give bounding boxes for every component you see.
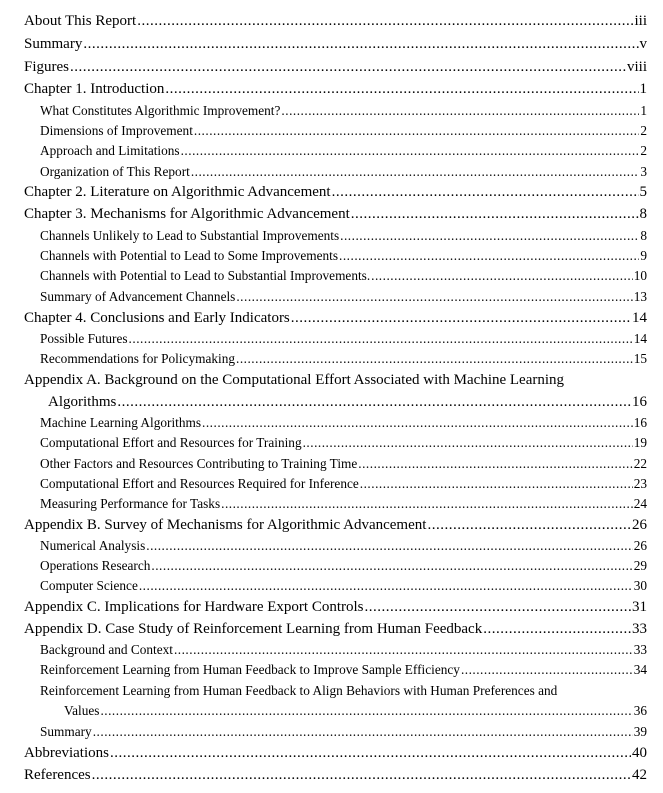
dot-leader	[339, 249, 639, 262]
toc-entry-background-context[interactable]	[40, 643, 647, 656]
toc-page-number: 9	[640, 248, 647, 263]
toc-title: Computational Effort and Resources Required for Inference	[40, 476, 359, 491]
toc-entry-about-this-report[interactable]	[24, 14, 647, 29]
toc-title: About This Report	[24, 13, 137, 29]
dot-leader	[110, 746, 631, 761]
toc-title: Machine Learning Algorithms	[40, 415, 202, 430]
toc-entry-appendix-a-line1[interactable]: Appendix A. Background on the Computational Effort Associated with Machine Learning	[24, 372, 565, 388]
dot-leader	[139, 579, 633, 592]
toc-entry-possible-futures[interactable]	[40, 332, 647, 345]
toc-entry-rlhf-align[interactable]	[64, 704, 647, 717]
toc-page-number: 2	[640, 143, 647, 158]
toc-title: Appendix B. Survey of Mechanisms for Algorithmic Advancement	[24, 517, 427, 533]
toc-page-number: 1	[639, 81, 647, 97]
dot-leader	[151, 559, 632, 572]
toc-entry-computational-training[interactable]	[40, 436, 647, 449]
toc-page-number: 42	[632, 767, 647, 783]
toc-entry-approach[interactable]	[40, 144, 647, 157]
toc-title: Figures	[24, 59, 69, 75]
dot-leader	[236, 290, 632, 303]
toc-page-number: 34	[633, 662, 647, 677]
toc-title: Computational Effort and Resources for Training	[40, 435, 302, 450]
toc-title: Background and Context	[40, 642, 173, 657]
dot-leader	[483, 622, 631, 637]
toc-page-number: 33	[632, 621, 647, 637]
toc-entry-appendix-c[interactable]	[24, 600, 647, 615]
dot-leader	[93, 725, 633, 738]
toc-entry-ml-algorithms[interactable]	[40, 416, 647, 429]
dot-leader	[83, 37, 638, 52]
toc-title: Computer Science	[40, 578, 138, 593]
toc-page-number: v	[639, 36, 647, 52]
dot-leader	[236, 352, 633, 365]
toc-page-number: 31	[632, 599, 647, 615]
dot-leader	[371, 269, 633, 282]
dot-leader	[194, 124, 639, 137]
toc-title: Appendix D. Case Study of Reinforcement Learning from Human Feedback	[24, 621, 483, 637]
toc-page-number: 22	[633, 456, 647, 471]
dot-leader	[351, 207, 639, 222]
toc-page-number: 24	[633, 496, 647, 511]
toc-entry-chapter-2[interactable]	[24, 185, 647, 200]
toc-title: References	[24, 767, 91, 783]
toc-page-number: 14	[632, 310, 647, 326]
toc-entry-figures[interactable]	[24, 60, 647, 75]
toc-entry-dimensions[interactable]	[40, 124, 647, 137]
toc-page-number: 33	[633, 642, 647, 657]
toc-page-number: 30	[633, 578, 647, 593]
toc-title: Summary	[40, 724, 92, 739]
toc-entry-channels-unlikely[interactable]	[40, 229, 647, 242]
toc-title: Recommendations for Policymaking	[40, 351, 235, 366]
toc-title: Possible Futures	[40, 331, 128, 346]
dot-leader	[303, 436, 633, 449]
toc-entry-measuring-performance[interactable]	[40, 497, 647, 510]
toc-title: Organization of This Report	[40, 164, 190, 179]
dot-leader	[427, 518, 631, 533]
dot-leader	[174, 643, 633, 656]
dot-leader	[100, 704, 632, 717]
toc-page-number: 19	[633, 435, 647, 450]
toc-title: Channels with Potential to Lead to Substantial Improvements.	[40, 268, 371, 283]
toc-title: Abbreviations	[24, 745, 109, 761]
toc-title: Measuring Performance for Tasks	[40, 496, 221, 511]
dot-leader	[461, 663, 633, 676]
toc-page-number: 40	[632, 745, 647, 761]
toc-entry-channels-substantial[interactable]	[40, 269, 647, 282]
toc-title: Operations Research	[40, 558, 151, 573]
dot-leader	[340, 229, 639, 242]
toc-entry-inference[interactable]	[40, 477, 647, 490]
toc-title: Channels with Potential to Lead to Some Improvements	[40, 248, 339, 263]
toc-page-number: 15	[633, 351, 647, 366]
toc-title: Algorithms	[48, 394, 117, 410]
toc-entry-summary[interactable]	[24, 37, 647, 52]
toc-page-number: 39	[633, 724, 647, 739]
toc-page-number: 26	[632, 517, 647, 533]
dot-leader	[332, 185, 639, 200]
toc-page-number: 10	[633, 268, 647, 283]
toc-entry-other-factors[interactable]	[40, 457, 647, 470]
toc-entry-appendix-b[interactable]	[24, 518, 647, 533]
dot-leader	[281, 104, 639, 117]
toc-page-number: 8	[639, 206, 647, 222]
toc-title: Appendix C. Implications for Hardware Export Controls	[24, 599, 364, 615]
toc-entry-numerical-analysis[interactable]	[40, 539, 647, 552]
toc-title: Chapter 1. Introduction	[24, 81, 165, 97]
toc-entry-summary-appendix-d[interactable]	[40, 725, 647, 738]
toc-page-number: 2	[640, 123, 647, 138]
toc-page-number: 1	[640, 103, 647, 118]
toc-entry-summary-channels[interactable]	[40, 290, 647, 303]
dot-leader	[165, 82, 638, 97]
dot-leader	[365, 600, 631, 615]
toc-entry-chapter-1[interactable]	[24, 82, 647, 97]
toc-title: Values	[64, 703, 100, 718]
toc-page-number: 16	[632, 394, 647, 410]
toc-entry-operations-research[interactable]	[40, 559, 647, 572]
toc-title: Chapter 2. Literature on Algorithmic Advancement	[24, 184, 331, 200]
toc-title: Other Factors and Resources Contributing to Training Time	[40, 456, 358, 471]
toc-entry-recommendations[interactable]	[40, 352, 647, 365]
toc-page-number: 29	[633, 558, 647, 573]
toc-title: Chapter 4. Conclusions and Early Indicators	[24, 310, 290, 326]
dot-leader	[291, 311, 631, 326]
toc-page-number: 3	[640, 164, 647, 179]
dot-leader	[360, 477, 633, 490]
toc-entry-appendix-d[interactable]	[24, 622, 647, 637]
dot-leader	[137, 14, 633, 29]
toc-entry-references[interactable]	[24, 768, 647, 783]
dot-leader	[358, 457, 632, 470]
toc-page-number: 26	[633, 538, 647, 553]
toc-page-number: 36	[633, 703, 647, 718]
toc-entry-what-constitutes[interactable]	[40, 104, 647, 117]
toc-page-number: 16	[633, 415, 647, 430]
toc-page-number: 13	[633, 289, 647, 304]
dot-leader	[129, 332, 633, 345]
toc-page-number: 5	[639, 184, 647, 200]
dot-leader	[117, 395, 631, 410]
toc-page-number: iii	[634, 13, 647, 29]
toc-entry-chapter-3[interactable]	[24, 207, 647, 222]
toc-page-number: viii	[626, 59, 647, 75]
toc-title: Reinforcement Learning from Human Feedback to Improve Sample Efficiency	[40, 662, 460, 677]
toc-title: Approach and Limitations	[40, 143, 180, 158]
toc-title: Dimensions of Improvement	[40, 123, 193, 138]
toc-page-number: 8	[640, 228, 647, 243]
toc-title: Numerical Analysis	[40, 538, 146, 553]
toc-entry-abbreviations[interactable]	[24, 746, 647, 761]
dot-leader	[191, 165, 640, 178]
toc-entry-rlhf-align-line1[interactable]: Reinforcement Learning from Human Feedback to Align Behaviors with Human Preferences and	[40, 683, 558, 698]
dot-leader	[146, 539, 632, 552]
dot-leader	[92, 768, 631, 783]
toc-entry-appendix-a[interactable]	[48, 395, 647, 410]
toc-page-number: 14	[633, 331, 647, 346]
toc-title: Summary	[24, 36, 83, 52]
toc-entry-channels-some[interactable]	[40, 249, 647, 262]
toc-entry-chapter-4[interactable]	[24, 311, 647, 326]
toc-page-number: 23	[633, 476, 647, 491]
toc-entry-computer-science[interactable]	[40, 579, 647, 592]
toc-title: Channels Unlikely to Lead to Substantial Improvements	[40, 228, 340, 243]
dot-leader	[70, 60, 626, 75]
dot-leader	[181, 144, 640, 157]
toc-entry-organization[interactable]	[40, 165, 647, 178]
toc-title: What Constitutes Algorithmic Improvement?	[40, 103, 281, 118]
toc-title: Chapter 3. Mechanisms for Algorithmic Advancement	[24, 206, 350, 222]
toc-entry-rlhf-sample-efficiency[interactable]	[40, 663, 647, 676]
toc-title: Summary of Advancement Channels	[40, 289, 236, 304]
dot-leader	[221, 497, 633, 510]
dot-leader	[202, 416, 633, 429]
